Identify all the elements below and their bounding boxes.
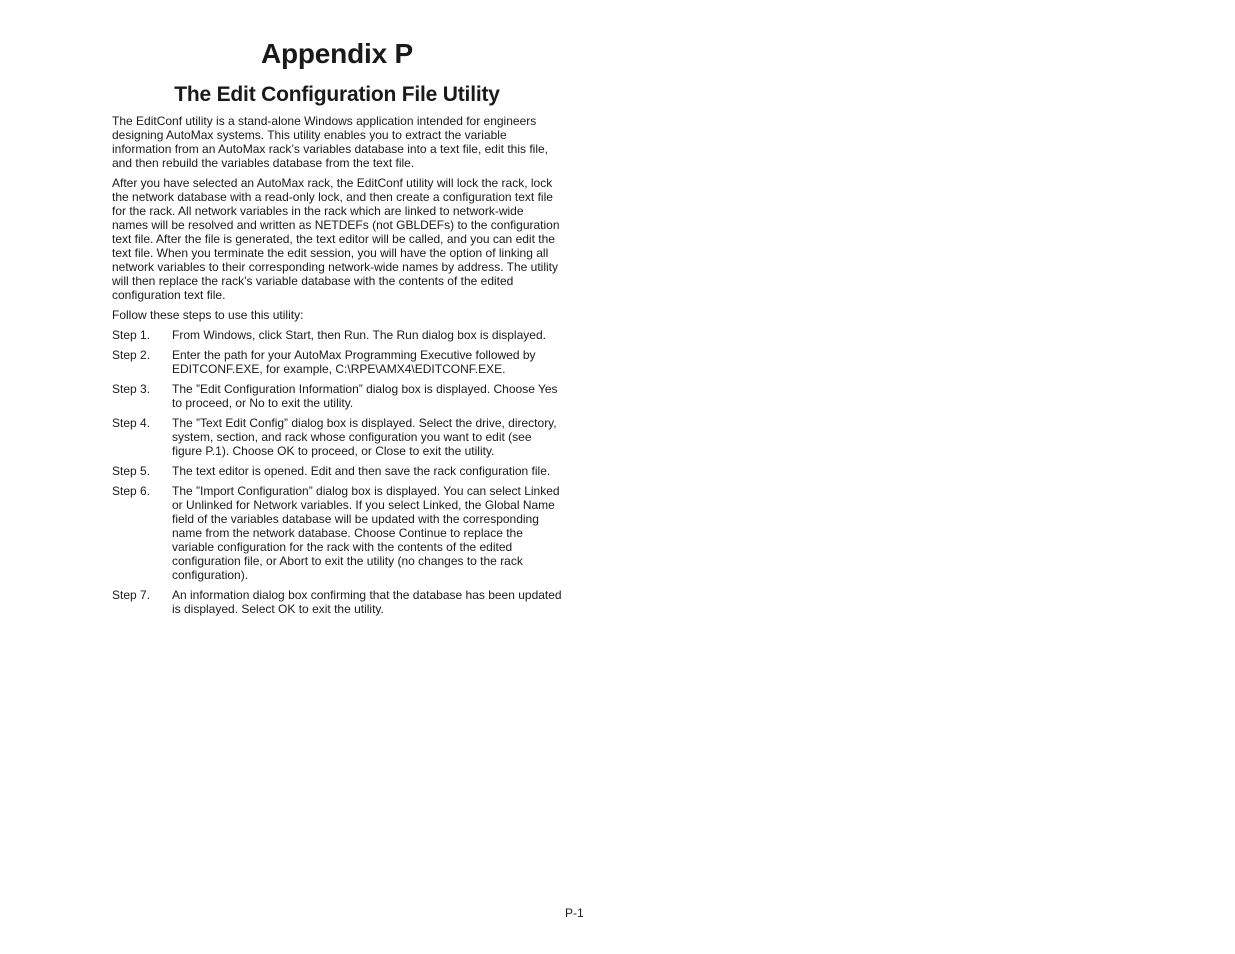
steps-list (112, 328, 562, 616)
step-item (112, 416, 562, 458)
step-item (112, 464, 562, 478)
step-text: Enter the path for your AutoMax Programming Executive followed by EDITCONF.EXE, for example, C:\RPE\AMX4\EDITCONF.EXE. (172, 348, 536, 376)
step-text: The text editor is opened. Edit and then save the rack configuration file. (172, 464, 551, 478)
step-label: Step 1. (112, 328, 151, 342)
step-label: Step 4. (112, 416, 151, 430)
section-title: The Edit Configuration File Utility (174, 83, 500, 106)
step-label: Step 3. (112, 382, 151, 396)
intro-paragraph: The EditConf utility is a stand-alone Windows application intended for engineers designing AutoMax systems. This utility enables you to extract the variable information from an AutoMax rack’s variables database into a text file, edit this file, and then rebuild the variables database from the text file. (112, 114, 548, 170)
body-text (112, 114, 562, 622)
step-label: Step 6. (112, 484, 151, 498)
step-item (112, 328, 562, 342)
step-text: The ”Text Edit Config” dialog box is displayed. Select the drive, directory, system, section, and rack whose configuration you want to edit (see figure P.1). Choose OK to proceed, or Close to exit the utility. (172, 416, 557, 458)
step-label: Step 7. (112, 588, 151, 602)
step-text: From Windows, click Start, then Run. The Run dialog box is displayed. (172, 328, 546, 342)
step-label: Step 5. (112, 464, 151, 478)
description-paragraph: After you have selected an AutoMax rack, the EditConf utility will lock the rack, lock the network database with a read-only lock, and then create a configuration text file for the rack. All network variables in the rack which are linked to network-wide names will be resolved and written as NETDEFs (not GBLDEFs) to the configuration text file. After the file is generated, the text editor will be called, and you can edit the text file. When you terminate the edit session, you will have the option of linking all network variables to their corresponding network-wide names by address. The utility will then replace the rack’s variable database with the contents of the edited configuration text file. (112, 176, 560, 302)
step-item (112, 348, 562, 376)
page-number: P-1 (565, 906, 584, 920)
step-text: The ”Import Configuration” dialog box is displayed. You can select Linked or Unlinked for Network variables. If you select Linked, the Global Name field of the variables database will be updated with the corresponding name from the network database. Choose Continue to replace the variable configuration for the rack with the contents of the edited configuration file, or Abort to exit the utility (no changes to the rack configuration). (172, 484, 560, 582)
step-item (112, 588, 562, 616)
step-text: The ”Edit Configuration Information” dialog box is displayed. Choose Yes to proceed, or No to exit the utility. (172, 382, 558, 410)
steps-lead-in: Follow these steps to use this utility: (112, 308, 304, 322)
step-item (112, 382, 562, 410)
appendix-title: Appendix P (260, 38, 413, 69)
step-item (112, 484, 562, 582)
step-text: An information dialog box confirming that the database has been updated is displayed. Select OK to exit the utility. (172, 588, 562, 616)
step-label: Step 2. (112, 348, 151, 362)
